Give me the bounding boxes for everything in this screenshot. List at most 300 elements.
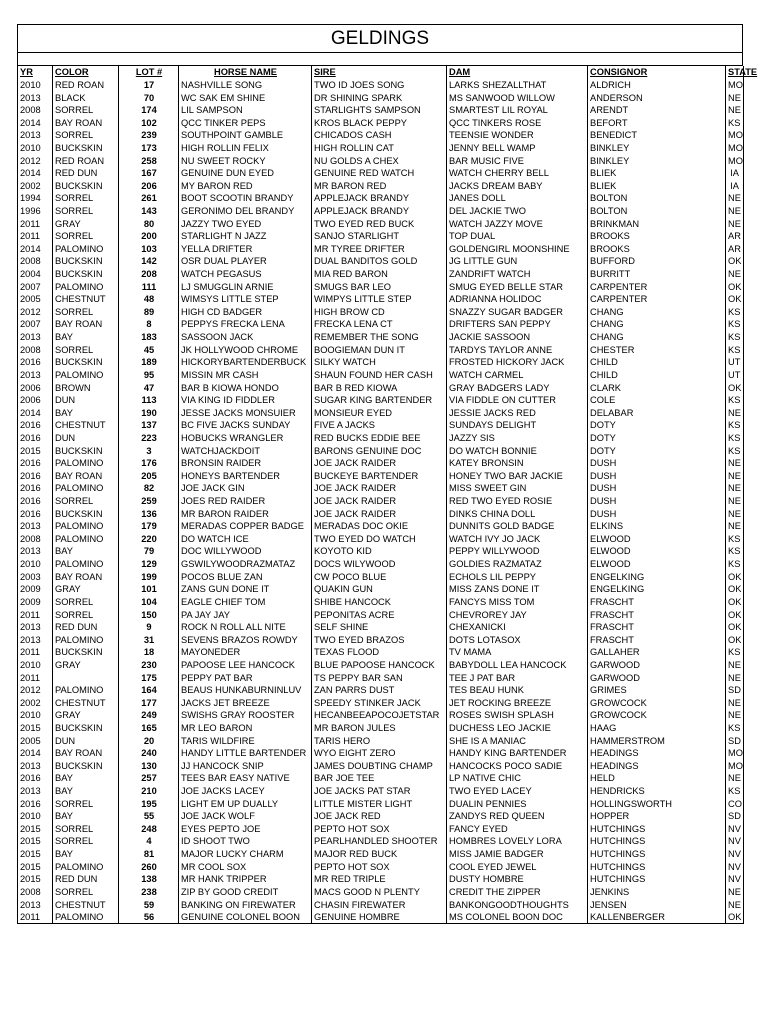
cell-dam: TV MAMA (447, 646, 588, 659)
cell-dam: DEL JACKIE TWO (447, 205, 588, 218)
cell-yr: 2015 (18, 444, 53, 457)
cell-lot: 143 (119, 205, 179, 218)
cell-sire: MR RED TRIPLE (312, 873, 447, 886)
cell-consignor: HUTCHINGS (588, 860, 726, 873)
cell-color: BUCKSKIN (53, 722, 119, 735)
cell-horse-name: HANDY LITTLE BARTENDER (179, 747, 312, 760)
cell-horse-name: OSR DUAL PLAYER (179, 255, 312, 268)
cell-yr: 2008 (18, 886, 53, 899)
cell-yr: 2016 (18, 772, 53, 785)
cell-horse-name: MR HANK TRIPPER (179, 873, 312, 886)
cell-dam: DRIFTERS SAN PEPPY (447, 318, 588, 331)
cell-horse-name: NASHVILLE SONG (179, 79, 312, 92)
cell-lot: 55 (119, 810, 179, 823)
cell-consignor: CHILD (588, 356, 726, 369)
cell-lot: 48 (119, 293, 179, 306)
table-row (18, 596, 744, 609)
cell-yr: 2016 (18, 797, 53, 810)
cell-consignor: FRASCHT (588, 596, 726, 609)
cell-horse-name: MY BARON RED (179, 179, 312, 192)
table-row (18, 255, 744, 268)
cell-dam: KATEY BRONSIN (447, 457, 588, 470)
cell-state: NE (726, 696, 744, 709)
cell-yr: 2009 (18, 583, 53, 596)
cell-consignor: CHANG (588, 318, 726, 331)
cell-consignor: GARWOOD (588, 671, 726, 684)
cell-yr: 2002 (18, 179, 53, 192)
cell-consignor: HENDRICKS (588, 785, 726, 798)
cell-yr: 2010 (18, 810, 53, 823)
cell-state: OK (726, 621, 744, 634)
cell-yr: 2003 (18, 570, 53, 583)
cell-consignor: ELWOOD (588, 558, 726, 571)
cell-lot: 56 (119, 911, 179, 924)
cell-sire: DUAL BANDITOS GOLD (312, 255, 447, 268)
table-body (18, 79, 744, 924)
cell-state: MO (726, 747, 744, 760)
cell-color: SORREL (53, 230, 119, 243)
cell-lot: 177 (119, 696, 179, 709)
cell-sire: STARLIGHTS SAMPSON (312, 104, 447, 117)
cell-yr: 2008 (18, 104, 53, 117)
cell-sire: FRECKA LENA CT (312, 318, 447, 331)
cell-lot: 80 (119, 217, 179, 230)
cell-lot: 102 (119, 116, 179, 129)
cell-yr: 2010 (18, 558, 53, 571)
cell-sire: BAR JOE TEE (312, 772, 447, 785)
table-row (18, 558, 744, 571)
cell-dam: VIA FIDDLE ON CUTTER (447, 394, 588, 407)
cell-yr: 2013 (18, 545, 53, 558)
cell-dam: WATCH IVY JO JACK (447, 533, 588, 546)
cell-sire: RED BUCKS EDDIE BEE (312, 432, 447, 445)
cell-lot: 199 (119, 570, 179, 583)
cell-sire: BUCKEYE BARTENDER (312, 470, 447, 483)
cell-consignor: DELABAR (588, 406, 726, 419)
cell-state: OK (726, 293, 744, 306)
table-row (18, 79, 744, 92)
cell-dam: JG LITTLE GUN (447, 255, 588, 268)
cell-yr: 2010 (18, 142, 53, 155)
cell-horse-name: MISSIN MR CASH (179, 369, 312, 382)
cell-horse-name: PEPPY PAT BAR (179, 671, 312, 684)
cell-color: DUN (53, 394, 119, 407)
cell-lot: 20 (119, 734, 179, 747)
table-row (18, 898, 744, 911)
table-row (18, 243, 744, 256)
cell-lot: 150 (119, 608, 179, 621)
cell-yr: 2016 (18, 457, 53, 470)
cell-dam: JACKS DREAM BABY (447, 179, 588, 192)
table-row (18, 457, 744, 470)
cell-sire: TWO ID JOES SONG (312, 79, 447, 92)
cell-horse-name: STARLIGHT N JAZZ (179, 230, 312, 243)
cell-yr: 2015 (18, 823, 53, 836)
cell-dam: ADRIANNA HOLIDOC (447, 293, 588, 306)
cell-yr: 2015 (18, 722, 53, 735)
cell-color: CHESTNUT (53, 419, 119, 432)
cell-dam: JESSIE JACKS RED (447, 406, 588, 419)
cell-consignor: ENGELKING (588, 583, 726, 596)
cell-sire: CW POCO BLUE (312, 570, 447, 583)
cell-consignor: BENEDICT (588, 129, 726, 142)
cell-consignor: GROWCOCK (588, 709, 726, 722)
cell-dam: DOTS LOTASOX (447, 633, 588, 646)
cell-yr: 2013 (18, 91, 53, 104)
cell-state: OK (726, 633, 744, 646)
cell-consignor: BURRITT (588, 268, 726, 281)
table-row (18, 167, 744, 180)
cell-horse-name: DOC WILLYWOOD (179, 545, 312, 558)
cell-lot: 82 (119, 482, 179, 495)
table-row (18, 381, 744, 394)
cell-dam: HOMBRES LOVELY LORA (447, 835, 588, 848)
cell-horse-name: BEAUS HUNKABURNINLUV (179, 684, 312, 697)
cell-color: BAY (53, 331, 119, 344)
cell-lot: 230 (119, 659, 179, 672)
cell-consignor: DUSH (588, 457, 726, 470)
cell-color: SORREL (53, 823, 119, 836)
cell-color: SORREL (53, 835, 119, 848)
table-row (18, 709, 744, 722)
cell-yr: 2015 (18, 848, 53, 861)
cell-consignor: BOLTON (588, 192, 726, 205)
cell-sire: TWO EYED BRAZOS (312, 633, 447, 646)
cell-color: RED DUN (53, 621, 119, 634)
table-row (18, 633, 744, 646)
cell-state: OK (726, 583, 744, 596)
cell-dam: SMARTEST LIL ROYAL (447, 104, 588, 117)
cell-horse-name: MR LEO BARON (179, 722, 312, 735)
cell-horse-name: PA JAY JAY (179, 608, 312, 621)
sale-sheet (17, 24, 758, 924)
cell-state: NE (726, 91, 744, 104)
cell-horse-name: JAZZY TWO EYED (179, 217, 312, 230)
cell-horse-name: JACKS JET BREEZE (179, 696, 312, 709)
cell-color: BUCKSKIN (53, 444, 119, 457)
cell-color: CHESTNUT (53, 898, 119, 911)
table-row (18, 545, 744, 558)
cell-state: KS (726, 646, 744, 659)
table-row (18, 394, 744, 407)
table-row (18, 318, 744, 331)
cell-horse-name: TARIS WILDFIRE (179, 734, 312, 747)
cell-color: BAY (53, 785, 119, 798)
table-row (18, 911, 744, 924)
cell-lot: 220 (119, 533, 179, 546)
cell-horse-name: QCC TINKER PEPS (179, 116, 312, 129)
cell-sire: JOE JACKS PAT STAR (312, 785, 447, 798)
cell-sire: KROS BLACK PEPPY (312, 116, 447, 129)
cell-dam: FANCYS MISS TOM (447, 596, 588, 609)
cell-dam: COOL EYED JEWEL (447, 860, 588, 873)
cell-state: NE (726, 671, 744, 684)
cell-sire: SMUGS BAR LEO (312, 280, 447, 293)
cell-consignor: HUTCHINGS (588, 848, 726, 861)
cell-dam: JAZZY SIS (447, 432, 588, 445)
cell-lot: 17 (119, 79, 179, 92)
cell-state: KS (726, 394, 744, 407)
cell-dam: ZANDRIFT WATCH (447, 268, 588, 281)
cell-state: NE (726, 520, 744, 533)
cell-sire: JAMES DOUBTING CHAMP (312, 760, 447, 773)
cell-color: SORREL (53, 104, 119, 117)
cell-sire: TWO EYED DO WATCH (312, 533, 447, 546)
cell-lot: 257 (119, 772, 179, 785)
cell-sire: SILKY WATCH (312, 356, 447, 369)
cell-dam: TOP DUAL (447, 230, 588, 243)
cell-dam: SUNDAYS DELIGHT (447, 419, 588, 432)
cell-yr: 2013 (18, 520, 53, 533)
cell-yr: 2016 (18, 482, 53, 495)
cell-dam: JET ROCKING BREEZE (447, 696, 588, 709)
cell-dam: DUCHESS LEO JACKIE (447, 722, 588, 735)
table-row (18, 192, 744, 205)
cell-state: NV (726, 873, 744, 886)
cell-state: OK (726, 911, 744, 924)
cell-lot: 137 (119, 419, 179, 432)
cell-color: RED ROAN (53, 79, 119, 92)
cell-dam: ROSES SWISH SPLASH (447, 709, 588, 722)
cell-color: PALOMINO (53, 533, 119, 546)
cell-dam: FANCY EYED (447, 823, 588, 836)
cell-horse-name: MR COOL SOX (179, 860, 312, 873)
cell-color: GRAY (53, 583, 119, 596)
cell-color: SORREL (53, 205, 119, 218)
cell-sire: PEPONITAS ACRE (312, 608, 447, 621)
cell-horse-name: TEES BAR EASY NATIVE (179, 772, 312, 785)
table-row (18, 835, 744, 848)
cell-dam: TES BEAU HUNK (447, 684, 588, 697)
cell-horse-name: JK HOLLYWOOD CHROME (179, 343, 312, 356)
cell-horse-name: EYES PEPTO JOE (179, 823, 312, 836)
cell-lot: 240 (119, 747, 179, 760)
cell-color: SORREL (53, 129, 119, 142)
cell-dam: CHEVROREY JAY (447, 608, 588, 621)
cell-horse-name: NU SWEET ROCKY (179, 154, 312, 167)
cell-consignor: BROOKS (588, 243, 726, 256)
cell-sire: MR BARON JULES (312, 722, 447, 735)
cell-horse-name: HIGH CD BADGER (179, 306, 312, 319)
cell-color: SORREL (53, 495, 119, 508)
cell-consignor: ELWOOD (588, 533, 726, 546)
cell-sire: CHICADOS CASH (312, 129, 447, 142)
cell-yr: 2015 (18, 835, 53, 848)
cell-dam: ZANDYS RED QUEEN (447, 810, 588, 823)
cell-lot: 111 (119, 280, 179, 293)
cell-lot: 70 (119, 91, 179, 104)
header-consignor: CONSIGNOR (588, 66, 726, 79)
cell-horse-name: BC FIVE JACKS SUNDAY (179, 419, 312, 432)
table-row (18, 760, 744, 773)
table-row (18, 470, 744, 483)
cell-yr: 2005 (18, 734, 53, 747)
cell-color: SORREL (53, 596, 119, 609)
cell-consignor: CHANG (588, 331, 726, 344)
table-row (18, 369, 744, 382)
table-row (18, 684, 744, 697)
cell-dam: JACKIE SASSOON (447, 331, 588, 344)
cell-horse-name: WIMSYS LITTLE STEP (179, 293, 312, 306)
cell-consignor: BEFORT (588, 116, 726, 129)
cell-horse-name: GERONIMO DEL BRANDY (179, 205, 312, 218)
cell-color: BUCKSKIN (53, 268, 119, 281)
cell-lot: 89 (119, 306, 179, 319)
cell-yr: 1996 (18, 205, 53, 218)
cell-dam: DUNNITS GOLD BADGE (447, 520, 588, 533)
cell-yr: 2014 (18, 167, 53, 180)
cell-dam: DINKS CHINA DOLL (447, 507, 588, 520)
cell-state: MO (726, 79, 744, 92)
table-row (18, 217, 744, 230)
cell-horse-name: ZANS GUN DONE IT (179, 583, 312, 596)
cell-lot: 249 (119, 709, 179, 722)
cell-color: BAY ROAN (53, 116, 119, 129)
cell-dam: DUALIN PENNIES (447, 797, 588, 810)
cell-consignor: KALLENBERGER (588, 911, 726, 924)
cell-yr: 2005 (18, 293, 53, 306)
cell-color: BAY ROAN (53, 318, 119, 331)
cell-horse-name: JOES RED RAIDER (179, 495, 312, 508)
cell-lot: 259 (119, 495, 179, 508)
cell-horse-name: JJ HANCOCK SNIP (179, 760, 312, 773)
cell-state: NE (726, 268, 744, 281)
cell-dam: MS COLONEL BOON DOC (447, 911, 588, 924)
cell-sire: MIA RED BARON (312, 268, 447, 281)
cell-color: BAY ROAN (53, 570, 119, 583)
cell-state: KS (726, 444, 744, 457)
cell-sire: ZAN PARRS DUST (312, 684, 447, 697)
cell-lot: 101 (119, 583, 179, 596)
cell-dam: TWO EYED LACEY (447, 785, 588, 798)
cell-lot: 205 (119, 470, 179, 483)
table-row (18, 331, 744, 344)
cell-state: NE (726, 470, 744, 483)
cell-yr: 2014 (18, 243, 53, 256)
cell-color: CHESTNUT (53, 696, 119, 709)
cell-horse-name: VIA KING ID FIDDLER (179, 394, 312, 407)
cell-lot: 179 (119, 520, 179, 533)
cell-lot: 175 (119, 671, 179, 684)
cell-dam: MISS ZANS DONE IT (447, 583, 588, 596)
cell-consignor: BUFFORD (588, 255, 726, 268)
cell-sire: LITTLE MISTER LIGHT (312, 797, 447, 810)
header-row (18, 66, 744, 79)
cell-consignor: DUSH (588, 507, 726, 520)
cell-consignor: JENKINS (588, 886, 726, 899)
cell-color: BAY (53, 848, 119, 861)
cell-dam: CHEXANICKI (447, 621, 588, 634)
cell-yr: 2016 (18, 507, 53, 520)
cell-yr: 2011 (18, 217, 53, 230)
cell-dam: HANCOCKS POCO SADIE (447, 760, 588, 773)
cell-horse-name: HONEYS BARTENDER (179, 470, 312, 483)
cell-lot: 208 (119, 268, 179, 281)
cell-yr: 2013 (18, 760, 53, 773)
cell-dam: RED TWO EYED ROSIE (447, 495, 588, 508)
cell-consignor: HEADINGS (588, 760, 726, 773)
table-row (18, 520, 744, 533)
cell-horse-name: WATCH PEGASUS (179, 268, 312, 281)
cell-dam: MS SANWOOD WILLOW (447, 91, 588, 104)
geldings-table (17, 66, 758, 924)
cell-yr: 2012 (18, 306, 53, 319)
cell-horse-name: LJ SMUGGLIN ARNIE (179, 280, 312, 293)
cell-state: SD (726, 734, 744, 747)
cell-yr: 2011 (18, 646, 53, 659)
cell-state: NE (726, 406, 744, 419)
cell-yr: 2010 (18, 79, 53, 92)
cell-consignor: BLIEK (588, 167, 726, 180)
cell-state: OK (726, 570, 744, 583)
cell-sire: REMEMBER THE SONG (312, 331, 447, 344)
cell-color: RED DUN (53, 167, 119, 180)
header-color: COLOR (53, 66, 119, 79)
cell-sire: PEARLHANDLED SHOOTER (312, 835, 447, 848)
cell-state: NE (726, 507, 744, 520)
cell-sire: PEPTO HOT SOX (312, 823, 447, 836)
cell-consignor: DOTY (588, 419, 726, 432)
cell-yr: 2011 (18, 608, 53, 621)
cell-state: OK (726, 608, 744, 621)
cell-color: GRAY (53, 659, 119, 672)
cell-yr: 2009 (18, 596, 53, 609)
cell-state: OK (726, 255, 744, 268)
table-row (18, 91, 744, 104)
cell-yr: 2016 (18, 432, 53, 445)
cell-consignor: FRASCHT (588, 608, 726, 621)
cell-yr: 2008 (18, 255, 53, 268)
cell-sire: JOE JACK RAIDER (312, 507, 447, 520)
cell-yr: 2016 (18, 419, 53, 432)
cell-consignor: DOTY (588, 432, 726, 445)
table-row (18, 104, 744, 117)
cell-state: OK (726, 596, 744, 609)
cell-consignor: HUTCHINGS (588, 835, 726, 848)
table-row (18, 268, 744, 281)
cell-lot: 4 (119, 835, 179, 848)
cell-state: IA (726, 179, 744, 192)
cell-dam: MISS JAMIE BADGER (447, 848, 588, 861)
cell-dam: SNAZZY SUGAR BADGER (447, 306, 588, 319)
cell-state: KS (726, 419, 744, 432)
cell-sire: BLUE PAPOOSE HANCOCK (312, 659, 447, 672)
table-row (18, 432, 744, 445)
cell-lot: 79 (119, 545, 179, 558)
cell-horse-name: HOBUCKS WRANGLER (179, 432, 312, 445)
cell-state: KS (726, 533, 744, 546)
cell-sire: QUAKIN GUN (312, 583, 447, 596)
cell-state: AR (726, 243, 744, 256)
cell-consignor: BROOKS (588, 230, 726, 243)
spacer-row (17, 52, 743, 66)
cell-lot: 3 (119, 444, 179, 457)
cell-color: BUCKSKIN (53, 646, 119, 659)
cell-state: NV (726, 823, 744, 836)
cell-lot: 173 (119, 142, 179, 155)
cell-yr: 2012 (18, 684, 53, 697)
table-row (18, 533, 744, 546)
cell-lot: 167 (119, 167, 179, 180)
cell-lot: 142 (119, 255, 179, 268)
cell-sire: MONSIEUR EYED (312, 406, 447, 419)
cell-consignor: BOLTON (588, 205, 726, 218)
cell-dam: WATCH CHERRY BELL (447, 167, 588, 180)
cell-state: KS (726, 432, 744, 445)
cell-sire: GENUINE RED WATCH (312, 167, 447, 180)
cell-consignor: ELKINS (588, 520, 726, 533)
cell-lot: 200 (119, 230, 179, 243)
